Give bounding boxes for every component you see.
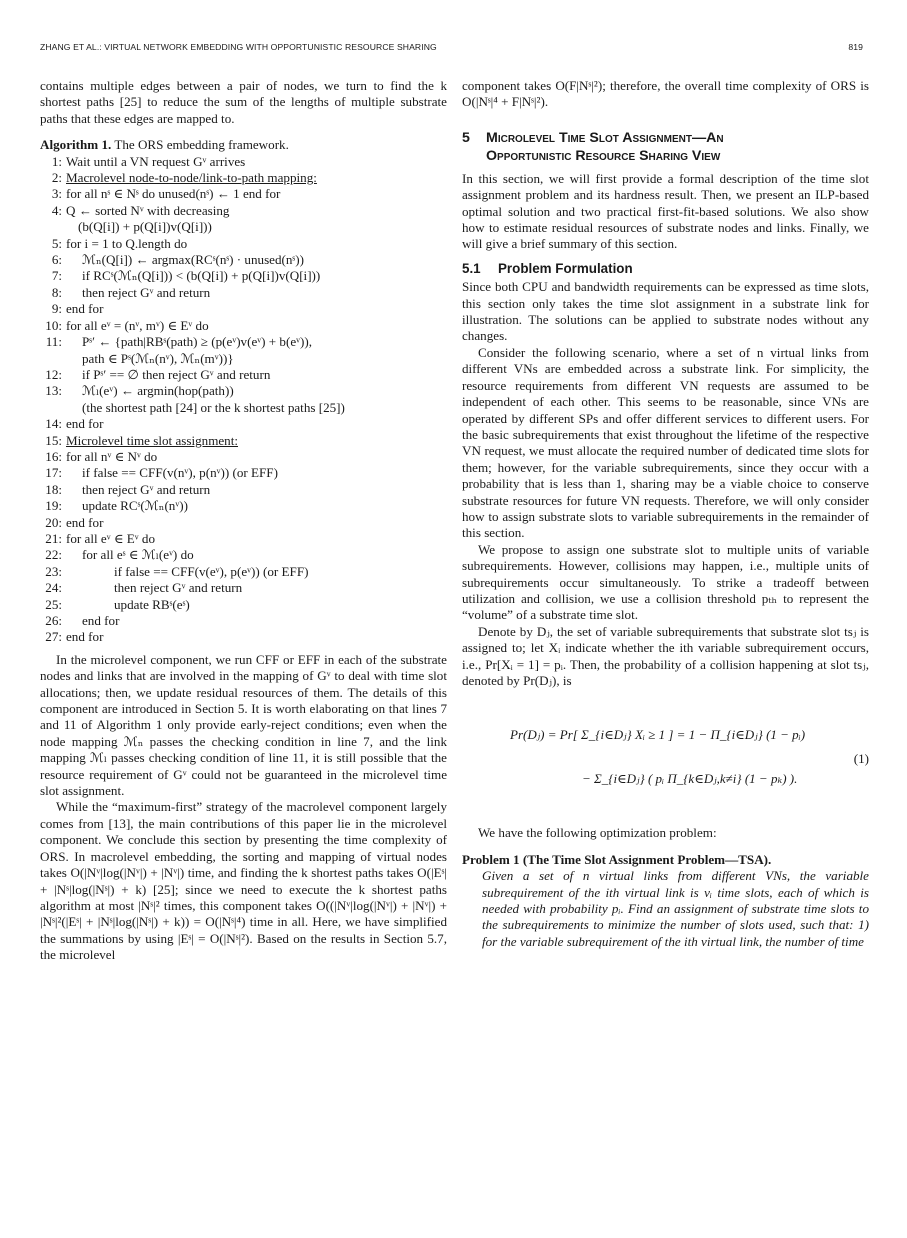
- problem-intro-paragraph: Since both CPU and bandwidth requirements can be expressed as time slots, this section only takes the time slot assignment in a substrate link for illustration. The solutions can be applied to substrate nodes without any changes.: [462, 279, 869, 344]
- right-column: [462, 78, 869, 950]
- section-number: 5: [462, 129, 470, 146]
- section-title-line-1: Microlevel Time Slot Assignment—An: [486, 129, 724, 146]
- equation-line-2: − Σ_{i∈Dⱼ} ( pᵢ Π_{k∈Dⱼ,k≠i} (1 − pₖ) ).: [582, 771, 798, 787]
- algo-line: 24: then reject Gᵛ and return: [45, 580, 243, 596]
- algo-line: 3: for all nˢ ∈ Nˢ do unused(nˢ) ← 1 end for: [51, 186, 281, 202]
- algo-line: 7: if RCˢ(ℳₙ(Q[i])) < (b(Q[i]) + p(Q[i])v(Q[i])): [51, 268, 321, 284]
- section-intro-paragraph: In this section, we will first provide a formal description of the time slot assignment problem and its hardness result. Then, we present an ILP-based optimal solution and two practical first-fit-based solutions. We also show how to estimate residual resources of substrate nodes and links. Finally, we will give a brief summary of this section.: [462, 170, 869, 252]
- equation-line-1: Pr(Dⱼ) = Pr[ Σ_{i∈Dⱼ} Xᵢ ≥ 1 ] = 1 − Π_{i∈Dⱼ} (1 − pᵢ): [510, 727, 806, 743]
- algo-line: (b(Q[i]) + p(Q[i])v(Q[i])): [78, 219, 212, 235]
- algo-line: 1: Wait until a VN request Gᵛ arrives: [51, 153, 246, 169]
- algo-line: 25: update RBˢ(eˢ): [45, 596, 190, 612]
- algorithm-caption-text: The ORS embedding framework.: [114, 137, 289, 153]
- running-head: [40, 42, 863, 52]
- definition-paragraph: Denote by Dⱼ, the set of variable subrequirements that substrate slot tsⱼ is assigned to; let Xᵢ indicate whether the ith variable subrequirement occurs, i.e., Pr[Xᵢ = 1] = pᵢ. Then, the probability of a collision happening at slot tsⱼ, denoted by Pr(Dⱼ), is: [462, 623, 869, 688]
- optimization-intro: We have the following optimization problem:: [478, 825, 717, 841]
- complexity-continued-paragraph: component takes O(F|Nˢ|²); therefore, the overall time complexity of ORS is O(|Nˢ|⁴ + F|Nˢ|²).: [462, 78, 869, 110]
- algo-line: 22: for all eˢ ∈ ℳₗ(eᵛ) do: [45, 547, 194, 563]
- algo-line: 27: end for: [45, 629, 104, 645]
- subsection-title: Problem Formulation: [498, 260, 633, 276]
- algo-line: path ∈ Pˢ(ℳₙ(nᵛ), ℳₙ(mᵛ))}: [82, 350, 234, 366]
- algorithm-caption: [40, 137, 447, 153]
- algo-line: 12: if Pˢ′ == ∅ then reject Gᵛ and return: [45, 366, 271, 382]
- algo-line: 6: ℳₙ(Q[i]) ← argmax(RCˢ(nˢ) · unused(nˢ)): [51, 252, 304, 268]
- algo-line: 21: for all eᵛ ∈ Eᵛ do: [45, 530, 156, 546]
- running-title: ZHANG ET AL.: VIRTUAL NETWORK EMBEDDING WITH OPPORTUNISTIC RESOURCE SHARING: [40, 42, 437, 52]
- algo-line: 19: update RCˢ(ℳₙ(nᵛ)): [45, 498, 188, 514]
- algo-line: 4: Q ← sorted Nᵛ with decreasing: [51, 202, 230, 218]
- algo-line: 18: then reject Gᵛ and return: [45, 481, 211, 497]
- algorithm-label: Algorithm 1.: [40, 137, 112, 153]
- algo-line: 14: end for: [45, 416, 104, 432]
- algo-line: 5: for i = 1 to Q.length do: [51, 235, 188, 251]
- complexity-paragraph: While the “maximum-first” strategy of the macrolevel component largely comes from [13], the main contributions of this paper lie in the microlevel component. We conclude this section by presenting the time complexity of ORS. In macrolevel embedding, the sorting and mapping of virtual nodes takes O(|Nᵛ|log(|Nᵛ|) + |Nᵛ|) time, and finding the k shortest paths takes O(|Eˢ| + |Nˢ|log(|Nˢ|) + k) [25]; since we need to execute the k shortest paths algorithm at most |Nˢ|² times, this component takes O((|Nᵛ|log(|Nᵛ|) + |Nᵛ|) + |Nˢ|²(|Eˢ| + |Nˢ|log(|Nˢ|) + k)) = O(|Nˢ|⁴) time in all. Here, we have simplified the summations by using |Eˢ| = O(|Nˢ|²). Based on the results in Section 5.7, the microlevel: [40, 799, 447, 963]
- intro-paragraph: contains multiple edges between a pair of nodes, we turn to find the k shortest paths [25] to reduce the sum of the lengths of multiple substrate paths that these edges are mapped to.: [40, 78, 447, 126]
- subsection-number: 5.1: [462, 260, 481, 276]
- section-title-line-2: Opportunistic Resource Sharing View: [486, 147, 721, 164]
- microlevel-paragraph: In the microlevel component, we run CFF or EFF in each of the substrate nodes and links that are involved in the mapping of Gᵛ to deal with time slot allocations; then, we update residual resources of them. The details of this component are introduced in Section 5. It is worth elaborating on that lines 7 and 11 of Algorithm 1 only provide early-reject conditions; even when the node mapping ℳₙ passes the checking condition in line 7, and the link mapping ℳₗ passes checking condition of line 11, it is still possible that the resource requirement of Gᵛ could not be guaranteed in the microlevel time slot assignment.: [40, 651, 447, 799]
- problem-title: Problem 1 (The Time Slot Assignment Problem—TSA).: [462, 851, 772, 867]
- algo-line: 10: for all eᵛ = (nᵛ, mᵛ) ∈ Eᵛ do: [45, 317, 209, 333]
- algo-line: 17: if false == CFF(v(nᵛ), p(nᵛ)) (or EFF): [45, 465, 278, 481]
- page-number: 819: [848, 42, 863, 52]
- algo-line: 15: Microlevel time slot assignment:: [45, 432, 239, 448]
- algo-line: 13: ℳₗ(eᵛ) ← argmin(hop(path)): [45, 383, 234, 399]
- algo-line: 26: end for: [45, 613, 120, 628]
- algo-line: 8: then reject Gᵛ and return: [51, 284, 211, 300]
- algo-line: (the shortest path [24] or the k shortest paths [25]): [82, 399, 345, 415]
- algorithm-listing: [40, 154, 447, 646]
- algo-line: 16: for all nᵛ ∈ Nᵛ do: [45, 448, 158, 464]
- algo-line: 9: end for: [51, 301, 104, 317]
- algo-line: 11: Pˢ′ ← {path|RBˢ(path) ≥ (p(eᵛ)v(eᵛ) + b(eᵛ)),: [45, 334, 312, 350]
- equation-number: (1): [853, 751, 869, 767]
- equation-1: [462, 699, 869, 819]
- section-heading: [462, 129, 869, 165]
- problem-statement: Given a set of n virtual links from different VNs, the variable subrequirement of the ith virtual link is vᵢ time slots, each of which is needed with probability pᵢ. Find an assignment of substrate time slots to the subrequirements to minimize the number of slots used, such that: 1) for the variable subrequirement of the ith virtual link, the number of time: [482, 868, 869, 949]
- algo-line: 20: end for: [45, 514, 104, 530]
- scenario-paragraph: Consider the following scenario, where a set of n virtual links from different VNs are embedded across a substrate link. For simplicity, the resource requirements from different VN requests are assumed to be independent of each other. This seems to be reasonable, since VNs are operated by different SPs and offer different services to different users. For the basic subrequirements that exist throughout the lifetime of the respective VN request, we must allocate the required number of dedicated time slots for them; however, for the variable subrequirements, since they occur with a probability that is less than 1, sharing may be a viable choice to conserve substrate resources for future VN requests. Therefore, we will only consider how to assign substrate slots to variable subrequirements in the remainder of this section.: [462, 344, 869, 541]
- algo-line: 23: if false == CFF(v(eᵛ), p(eᵛ)) (or EFF): [45, 563, 309, 579]
- left-column: [40, 78, 447, 964]
- proposal-paragraph: We propose to assign one substrate slot to multiple units of variable subrequirements. However, collisions may happen, i.e., multiple units of subrequirements occur simultaneously. To strike a tradeoff between utilization and collision, we use a collision threshold pₜₕ to represent the “volume” of a substrate time slot.: [462, 541, 869, 623]
- algo-line: 2: Macrolevel node-to-node/link-to-path mapping:: [51, 170, 317, 186]
- subsection-heading: [462, 261, 869, 277]
